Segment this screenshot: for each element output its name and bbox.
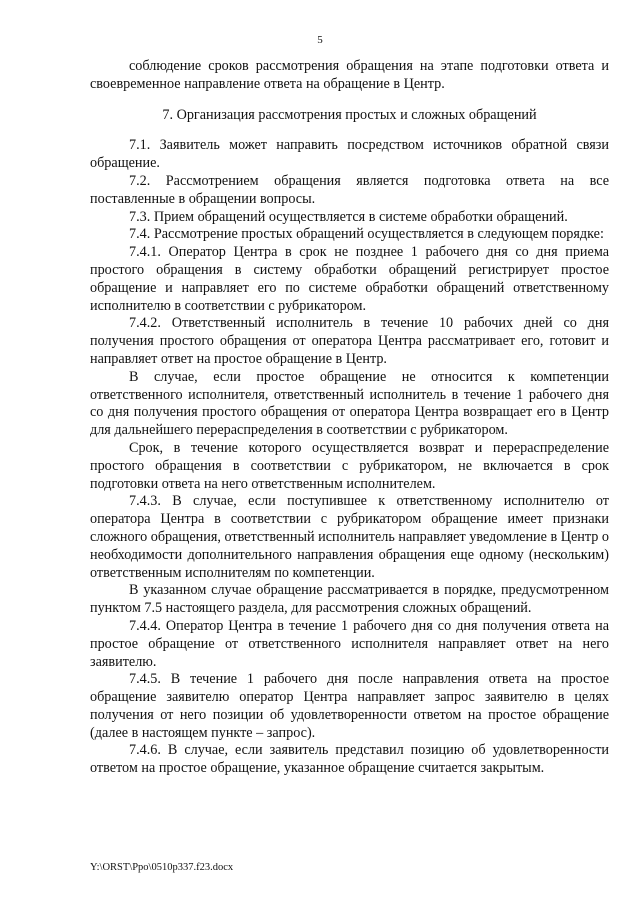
paragraph-7-4-5: 7.4.5. В течение 1 рабочего дня после направления ответа на простое обращение заявителю оператор Центра направляет запрос заявителю в целях получения от него позиции об удовлетворенности ответом на простое обращение (далее в настоящем пункте – запрос).	[90, 671, 609, 741]
paragraph-7-4-2: 7.4.2. Ответственный исполнитель в течение 10 рабочих дней со дня получения простого обращения от оператора Центра рассматривает его, готовит и направляет ответ на простое обращение в Центр.	[90, 315, 609, 367]
paragraph-7-4: 7.4. Рассмотрение простых обращений осуществляется в следующем порядке:	[129, 226, 604, 243]
paragraph-7-1: 7.1. Заявитель может направить посредством источников обратной связи обращение.	[90, 137, 609, 172]
paragraph-7-4-4: 7.4.4. Оператор Центра в течение 1 рабочего дня со дня получения ответа на простое обращение от ответственного исполнителя направляет ответ на него заявителю.	[90, 617, 609, 670]
paragraph-7-4-3: 7.4.3. В случае, если поступившее к ответственному исполнителю от оператора Центра в соответствии с рубрикатором обращение имеет признаки сложного обращения, ответственный исполнитель направляет уведомление в Центр о необходимости дополнительного направления обращения еще одному (нескольким) ответственным исполнителям по компетенции.	[90, 493, 609, 581]
paragraph-7-4-2-return: В случае, если простое обращение не относится к компетенции ответственного исполнителя, ответственный исполнитель в течение 1 рабочего дня со дня получения простого обращения от оператора Центра возвращает его в Центр для дальнейшего перераспределения в соответствии с рубрикатором.	[90, 368, 609, 439]
paragraph-7-4-3-complex: В указанном случае обращение рассматривается в порядке, предусмотренном пунктом 7.5 настоящего раздела, для рассмотрения сложных обращений.	[90, 582, 609, 617]
paragraph-7-4-2-term: Срок, в течение которого осуществляется возврат и перераспределение простого обращения в соответствии с рубрикатором, не включается в срок подготовки ответа на него ответственным исполнителем.	[90, 439, 609, 492]
section-heading: 7. Организация рассмотрения простых и сложных обращений	[162, 106, 537, 123]
paragraph-7-2: 7.2. Рассмотрением обращения является подготовка ответа на все поставленные в обращении вопросы.	[90, 172, 609, 207]
document-body	[90, 58, 609, 778]
page-number: 5	[317, 34, 323, 46]
paragraph-7-3: 7.3. Прием обращений осуществляется в системе обработки обращений.	[129, 208, 568, 225]
continuation-paragraph: соблюдение сроков рассмотрения обращения на этапе подготовки ответа и своевременное направление ответа на обращение в Центр.	[90, 58, 609, 92]
paragraph-7-4-6: 7.4.6. В случае, если заявитель представил позицию об удовлетворенности ответом на простое обращение, указанное обращение считается закрытым.	[90, 742, 609, 777]
paragraph-7-4-1: 7.4.1. Оператор Центра в срок не позднее 1 рабочего дня со дня приема простого обращения в систему обработки обращений регистрирует простое обращение и направляет его по системе обработки обращений ответственному исполнителю в соответствии с рубрикатором.	[90, 244, 609, 314]
footer-file-path: Y:\ORST\Ppo\0510p337.f23.docx	[90, 862, 234, 873]
